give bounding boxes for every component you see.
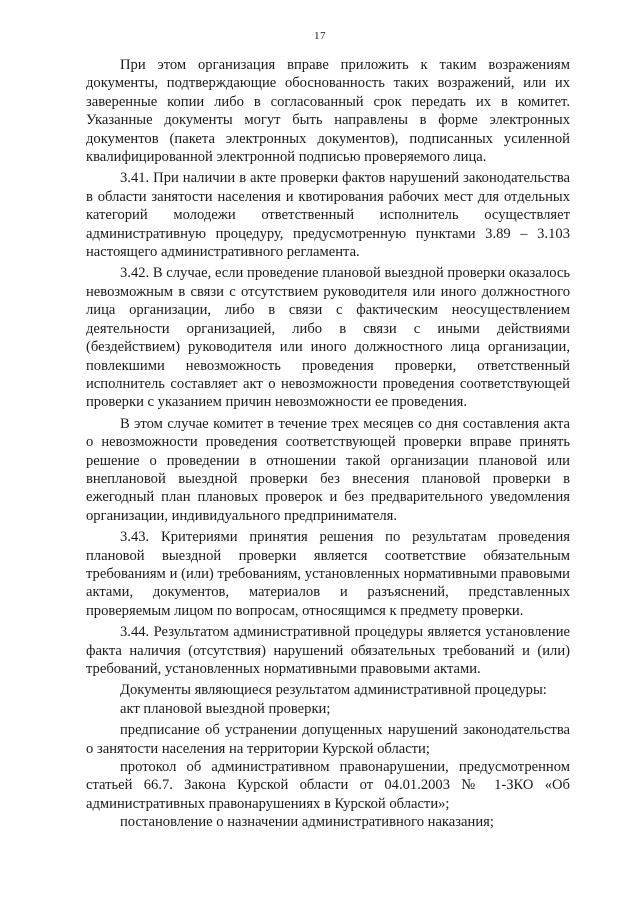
paragraph-objections: При этом организация вправе приложить к таким возражениям документы, подтверждающие обоснованность таких возражений, или их заверенные копии либо в согласованный срок передать их в комитет. Указанные документы могут быть направлены в форме электронных документов (пакета электронных документов), подписанных усиленной квалифицированной электронной подписью проверяемого лица. (86, 57, 570, 166)
list-item-protocol: протокол об административном правонарушении, предусмотренном статьей 66.7. Закона Курской области от 04.01.2003 № 1-ЗКО «Об административных правонарушениях в Курской области»; (86, 759, 570, 812)
list-item-prescription: предписание об устранении допущенных нарушений законодательства о занятости населения на территории Курской области; (86, 722, 570, 757)
paragraph-3-42: 3.42. В случае, если проведение плановой выездной проверки оказалось невозможным в связи с отсутствием руководителя или иного должностного лица организации, либо в связи с фактическим неосуществлением деятельности организацией, либо в связи с иными действиями (бездействием) руководителя или иного должностного лица организации, повлекшими невозможность проведения проверки, ответственный исполнитель составляет акт о невозможности проведения соответствующей проверки с указанием причин невозможности ее проведения. (86, 265, 570, 411)
paragraph-3-43: 3.43. Критериями принятия решения по результатам проведения плановой выездной проверки является соответствие обязательным требованиям и (или) требованиям, установленных нормативными правовыми актами, документов, материалов и разъяснений, представленных проверяемым лицом по вопросам, относящимся к предмету проверки. (86, 529, 570, 619)
document-body (86, 56, 570, 832)
paragraph-committee-decision: В этом случае комитет в течение трех месяцев со дня составления акта о невозможности проведения соответствующей проверки вправе принять решение о проведении в отношении такой организации плановой или внеплановой выездной проверки без внесения плановой проверки в ежегодный план плановых проверок и без предварительного уведомления организации, индивидуального предпринимателя. (86, 415, 570, 524)
paragraph-3-41: 3.41. При наличии в акте проверки фактов нарушений законодательства в области занятости населения и квотирования рабочих мест для отдельных категорий молодежи ответственный исполнитель осуществляет административную процедуру, предусмотренную пунктами 3.89 – 3.103 настоящего административного регламента. (86, 170, 570, 261)
list-item-inspection-act: акт плановой выездной проверки; (120, 700, 331, 717)
page-number: 17 (314, 30, 326, 42)
paragraph-3-44: 3.44. Результатом административной процедуры является установление факта наличия (отсутствия) нарушений обязательных требований и (или) требований, установленных нормативными правовыми актами. (86, 624, 570, 677)
list-item-resolution: постановление о назначении административного наказания; (120, 814, 494, 831)
paragraph-result-documents: Документы являющиеся результатом административной процедуры: (120, 682, 547, 699)
